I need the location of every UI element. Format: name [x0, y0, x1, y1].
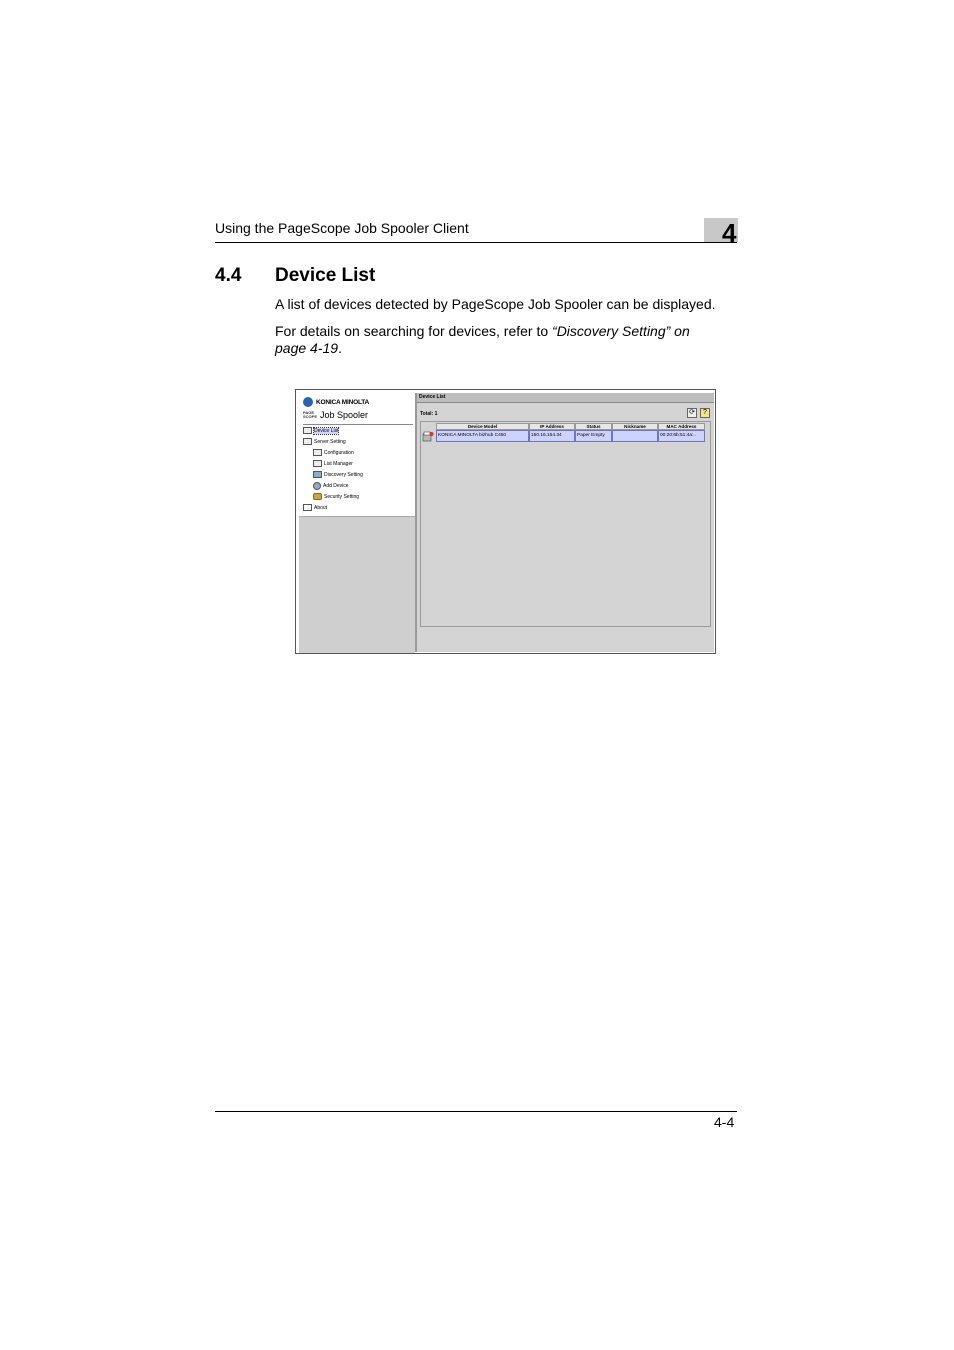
- brand-name: KONICA MINOLTA: [316, 398, 370, 406]
- table-row-nickname[interactable]: [612, 430, 658, 442]
- configuration-icon: [313, 449, 322, 456]
- printer-icon: [422, 431, 434, 442]
- intro-paragraph: A list of devices detected by PageScope Job Spooler can be displayed.: [275, 296, 716, 312]
- discovery-icon: [313, 471, 322, 478]
- table-row-status[interactable]: Paper Empty: [575, 430, 612, 442]
- col-device-model[interactable]: Device Model: [436, 423, 529, 430]
- panel-titlebar: [417, 393, 714, 403]
- konica-minolta-logo-icon: [303, 397, 313, 407]
- help-icon: ?: [703, 409, 707, 416]
- panel-title: Device List: [419, 394, 446, 400]
- col-mac-address[interactable]: MAC Address: [658, 423, 705, 430]
- cross-reference-link[interactable]: “Discovery Setting” on page 4-19: [275, 323, 690, 356]
- section-title: Device List: [275, 265, 376, 286]
- device-table: [420, 421, 711, 627]
- nav-item-device-list[interactable]: Device List: [303, 426, 338, 435]
- nav-item-list-manager[interactable]: List Manager: [313, 459, 353, 468]
- nav-rule: [303, 424, 413, 425]
- table-row-mac-address[interactable]: 00:20:6b:51:4a:..: [658, 430, 705, 442]
- nav-item-configuration[interactable]: Configuration: [313, 448, 354, 457]
- nav-item-add-device[interactable]: Add Device: [313, 481, 349, 490]
- info-icon: [303, 504, 312, 511]
- total-count: Total: 1: [420, 411, 438, 417]
- add-device-icon: [313, 482, 321, 490]
- lock-icon: [313, 493, 322, 500]
- reference-paragraph: For details on searching for devices, refer to “Discovery Setting” on page 4-19.: [275, 323, 690, 356]
- nav-item-discovery-setting[interactable]: Discovery Setting: [313, 470, 363, 479]
- app-title: Job Spooler: [320, 410, 369, 420]
- table-row-device-model[interactable]: KONICA MINOLTA bizhub C450: [436, 430, 529, 442]
- app-title-row: [303, 409, 368, 421]
- nav-item-about[interactable]: About: [303, 503, 327, 512]
- page-number: 4-4: [714, 1114, 735, 1130]
- running-header: Using the PageScope Job Spooler Client: [215, 220, 469, 236]
- nav-item-server-setting[interactable]: Server Setting: [303, 437, 346, 446]
- nav-empty-area: [299, 516, 415, 653]
- device-list-screenshot: [295, 389, 716, 654]
- server-icon: [303, 438, 312, 445]
- chapter-number: 4: [722, 218, 737, 248]
- footer-rule: [215, 1111, 737, 1112]
- col-status[interactable]: Status: [575, 423, 612, 430]
- device-list-panel: [417, 393, 714, 652]
- pagescope-mark: PAGE SCOPE: [303, 410, 318, 419]
- brand-row: [303, 396, 369, 408]
- col-ip-address[interactable]: IP Address: [529, 423, 575, 430]
- section-number: 4.4: [215, 265, 242, 286]
- device-list-icon: [303, 427, 312, 434]
- table-row-ip-address[interactable]: 150.16.154.34: [529, 430, 575, 442]
- header-rule: [215, 242, 737, 243]
- col-nickname[interactable]: Nickname: [612, 423, 658, 430]
- refresh-icon: ⟳: [689, 409, 695, 416]
- navigation-pane: [299, 393, 417, 652]
- help-button[interactable]: [700, 408, 710, 418]
- nav-item-security-setting[interactable]: Security Setting: [313, 492, 359, 501]
- list-manager-icon: [313, 460, 322, 467]
- refresh-button[interactable]: [687, 408, 697, 418]
